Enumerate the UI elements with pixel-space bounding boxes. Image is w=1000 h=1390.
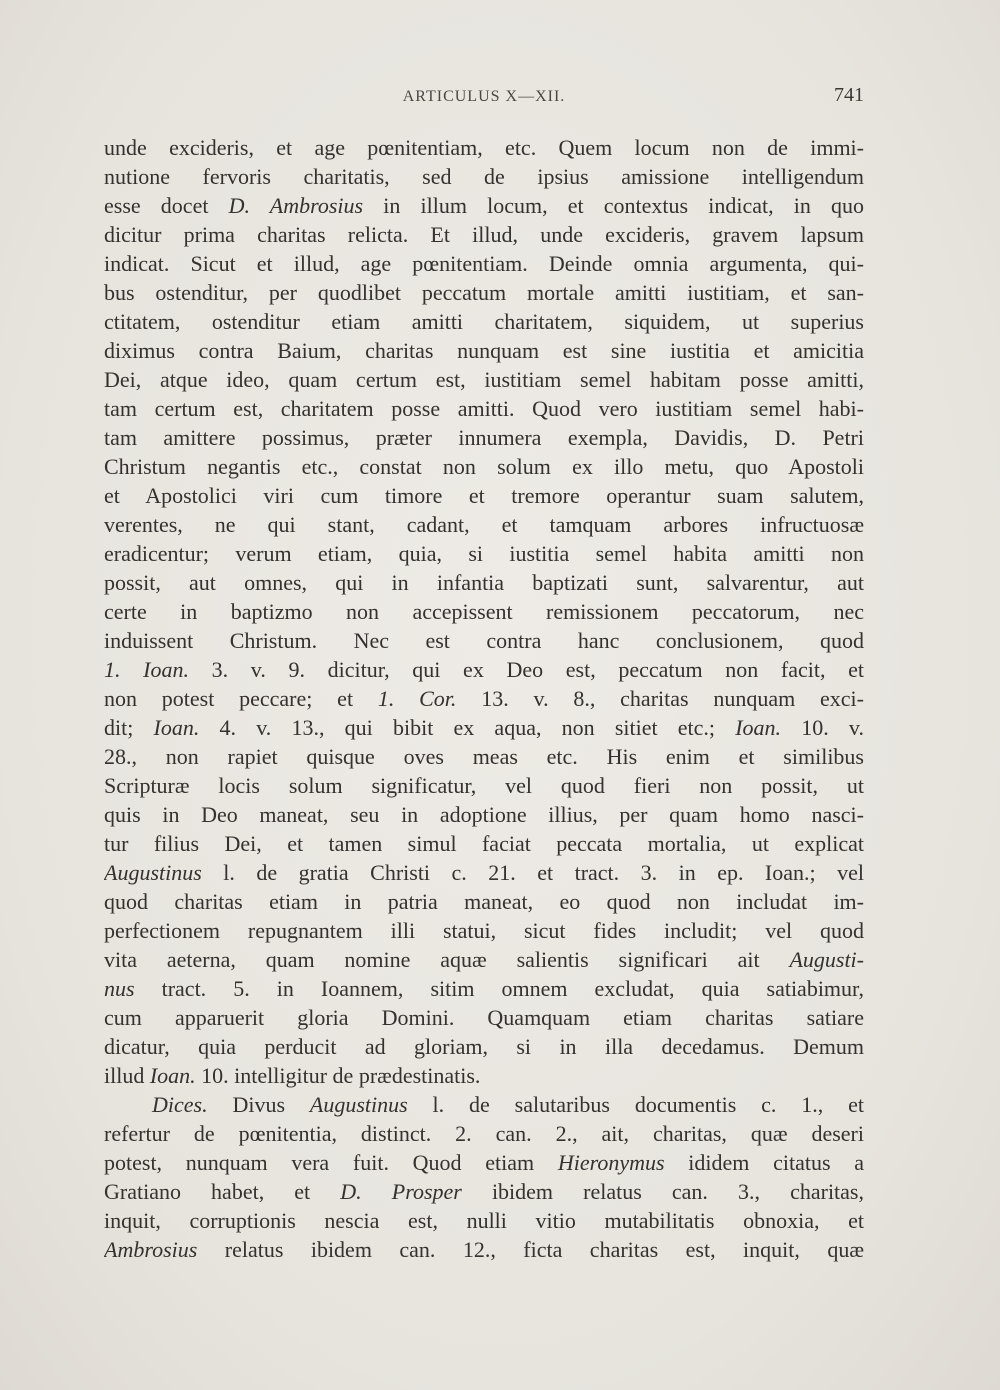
text-segment: quod charitas etiam in patria maneat, eo quod non includat im- xyxy=(104,889,864,914)
text-segment: Scripturæ locis solum significatur, vel quod fieri non possit, ut xyxy=(104,773,864,798)
italic-segment: D. Ambrosius xyxy=(228,193,364,218)
text-segment: l. de gratia Christi c. 21. et tract. 3. in ep. Ioan.; vel xyxy=(201,860,864,885)
text-segment: inquit, corruptionis nescia est, nulli vitio mutabilitatis obnoxia, et xyxy=(104,1208,864,1233)
text-line xyxy=(104,133,864,162)
italic-segment: 1. Ioan. xyxy=(104,657,189,682)
text-line xyxy=(104,916,864,945)
text-line xyxy=(104,278,864,307)
italic-segment: Ambrosius xyxy=(104,1237,198,1262)
italic-segment: Ioan. xyxy=(735,715,782,740)
text-line xyxy=(104,394,864,423)
text-line xyxy=(104,539,864,568)
italic-segment: Dices. xyxy=(152,1092,208,1117)
text-line xyxy=(104,220,864,249)
italic-segment: D. Prosper xyxy=(340,1179,462,1204)
text-line xyxy=(104,1032,864,1061)
text-segment: 13. v. 8., charitas nunquam exci- xyxy=(456,686,864,711)
text-segment: tam amittere possimus, præter innumera exempla, Davidis, D. Petri xyxy=(104,425,864,450)
text-line xyxy=(104,1235,864,1264)
text-segment: relatus ibidem can. 12., ficta charitas est, inquit, quæ xyxy=(197,1237,864,1262)
text-segment: refertur de pœnitentia, distinct. 2. can. 2., ait, charitas, quæ deseri xyxy=(104,1121,864,1146)
text-line xyxy=(104,307,864,336)
text-line xyxy=(104,887,864,916)
text-segment: ibidem relatus can. 3., charitas, xyxy=(461,1179,864,1204)
text-segment: unde excideris, et age pœnitentiam, etc. Quem locum non de immi- xyxy=(104,135,864,160)
text-segment: potest, nunquam vera fuit. Quod etiam xyxy=(104,1150,558,1175)
text-segment: ctitatem, ostenditur etiam amitti charitatem, siquidem, ut superius xyxy=(104,309,864,334)
text-line xyxy=(104,481,864,510)
text-segment: diximus contra Baium, charitas nunquam est sine iustitia et amicitia xyxy=(104,338,864,363)
text-segment: induissent Christum. Nec est contra hanc conclusionem, quod xyxy=(104,628,864,653)
text-segment: 10. v. xyxy=(781,715,864,740)
text-line xyxy=(104,510,864,539)
text-line xyxy=(104,1148,864,1177)
text-line xyxy=(104,858,864,887)
text-segment: 28., non rapiet quisque oves meas etc. His enim et similibus xyxy=(104,744,864,769)
text-segment: Christum negantis etc., constat non solum ex illo metu, quo Apostoli xyxy=(104,454,864,479)
text-line xyxy=(104,1090,864,1119)
italic-segment: Augustinus xyxy=(309,1092,408,1117)
italic-segment: 1. Cor. xyxy=(377,686,457,711)
text-segment: vita aeterna, quam nomine aquæ salientis significari ait xyxy=(104,947,790,972)
text-segment: eradicentur; verum etiam, quia, si iustitia semel habita amitti non xyxy=(104,541,864,566)
text-line xyxy=(104,1119,864,1148)
text-line xyxy=(104,684,864,713)
italic-segment: Hieronymus xyxy=(557,1150,665,1175)
text-segment: dicitur prima charitas relicta. Et illud, unde excideris, gravem lapsum xyxy=(104,222,864,247)
text-line xyxy=(104,336,864,365)
text-line xyxy=(104,1206,864,1235)
italic-segment: Ioan. xyxy=(153,715,200,740)
text-line xyxy=(104,771,864,800)
text-segment: certe in baptizmo non accepissent remissionem peccatorum, nec xyxy=(104,599,864,624)
text-segment: perfectionem repugnantem illi statui, sicut fides includit; vel quod xyxy=(104,918,864,943)
text-segment: 10. intelligitur de prædestinatis. xyxy=(195,1063,481,1088)
text-line xyxy=(104,568,864,597)
text-line xyxy=(104,829,864,858)
text-segment: indicat. Sicut et illud, age pœnitentiam. Deinde omnia argumenta, qui- xyxy=(104,251,864,276)
page-number: 741 xyxy=(834,84,864,106)
text-segment: Gratiano habet, et xyxy=(104,1179,341,1204)
text-segment: illud xyxy=(104,1063,150,1088)
text-line xyxy=(104,974,864,1003)
text-segment: non potest peccare; et xyxy=(104,686,378,711)
text-segment: dit; xyxy=(104,715,154,740)
body-text xyxy=(104,133,864,1264)
text-line xyxy=(104,655,864,684)
text-segment: verentes, ne qui stant, cadant, et tamquam arbores infructuosæ xyxy=(104,512,864,537)
text-line xyxy=(104,365,864,394)
text-segment: tam certum est, charitatem posse amitti. Quod vero iustitiam semel habi- xyxy=(104,396,864,421)
text-segment: bus ostenditur, per quodlibet peccatum mortale amitti iustitiam, et san- xyxy=(104,280,864,305)
text-segment: Dei, atque ideo, quam certum est, iustitiam semel habitam posse amitti, xyxy=(104,367,864,392)
text-line xyxy=(104,1003,864,1032)
text-segment: possit, aut omnes, qui in infantia baptizati sunt, salvarentur, aut xyxy=(104,570,864,595)
italic-segment: nus xyxy=(104,976,135,1001)
italic-segment: Ioan. xyxy=(149,1063,196,1088)
text-segment: tur filius Dei, et tamen simul faciat peccata mortalia, ut explicat xyxy=(104,831,864,856)
page-header xyxy=(104,80,864,114)
text-line xyxy=(104,191,864,220)
text-line xyxy=(104,742,864,771)
text-line xyxy=(104,713,864,742)
text-segment: nutione fervoris charitatis, sed de ipsius amissione intelligendum xyxy=(104,164,864,189)
text-line xyxy=(104,423,864,452)
text-segment: tract. 5. in Ioannem, sitim omnem excludat, quia satiabimur, xyxy=(134,976,864,1001)
text-line xyxy=(104,597,864,626)
text-line xyxy=(104,162,864,191)
text-segment: et Apostolici viri cum timore et tremore operantur suam salutem, xyxy=(104,483,864,508)
text-line xyxy=(104,452,864,481)
text-line xyxy=(104,626,864,655)
italic-segment: Augusti- xyxy=(789,947,864,972)
text-segment: l. de salutaribus documentis c. 1., et xyxy=(407,1092,864,1117)
text-line xyxy=(104,249,864,278)
text-segment: in illum locum, et contextus indicat, in quo xyxy=(363,193,864,218)
italic-segment: Augustinus xyxy=(104,860,202,885)
text-line xyxy=(104,945,864,974)
text-segment: esse docet xyxy=(104,193,229,218)
text-line xyxy=(104,800,864,829)
running-title: ARTICULUS X—XII. xyxy=(402,88,566,105)
text-segment: ididem citatus a xyxy=(664,1150,864,1175)
text-segment: dicatur, quia perducit ad gloriam, si in illa decedamus. Demum xyxy=(104,1034,864,1059)
text-segment: Divus xyxy=(207,1092,310,1117)
text-segment: 4. v. 13., qui bibit ex aqua, non sitiet etc.; xyxy=(199,715,736,740)
text-segment: quis in Deo maneat, seu in adoptione illius, per quam homo nasci- xyxy=(104,802,864,827)
text-segment: cum apparuerit gloria Domini. Quamquam etiam charitas satiare xyxy=(104,1005,864,1030)
text-segment: 3. v. 9. dicitur, qui ex Deo est, peccatum non facit, et xyxy=(188,657,864,682)
text-line xyxy=(104,1061,864,1090)
text-line xyxy=(104,1177,864,1206)
